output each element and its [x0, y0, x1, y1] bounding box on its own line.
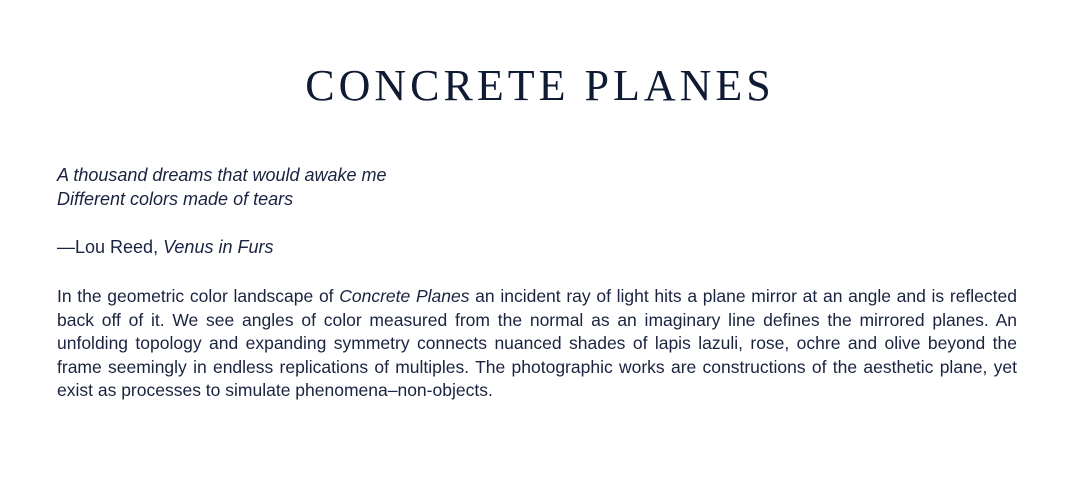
- attribution-author: —Lou Reed,: [57, 237, 164, 257]
- statement-work-title: Concrete Planes: [339, 286, 470, 306]
- epigraph-line-2: Different colors made of tears: [57, 189, 294, 209]
- attribution-work-title: Venus in Furs: [163, 237, 274, 257]
- epigraph-line-1: A thousand dreams that would awake me: [57, 165, 387, 185]
- page-title: CONCRETE PLANES: [305, 61, 775, 110]
- statement-intro: In the geometric color landscape of: [57, 286, 340, 306]
- artist-statement: [57, 285, 1017, 403]
- epigraph-quote: [57, 163, 387, 211]
- epigraph-attribution: [57, 235, 273, 259]
- statement-body: an incident ray of light hits a plane mirror at an angle and is reflected back off of it. We see angles of color measured from the normal as an imaginary line defines the mirrored planes. An unfolding topology and expanding symmetry connects nuanced shades of lapis lazuli, rose, ochre and olive beyond the frame seemingly in endless replications of multiples. The photographic works are constructions of the aesthetic plane, yet exist as processes to simulate phenomena–non-objects.: [57, 286, 1017, 400]
